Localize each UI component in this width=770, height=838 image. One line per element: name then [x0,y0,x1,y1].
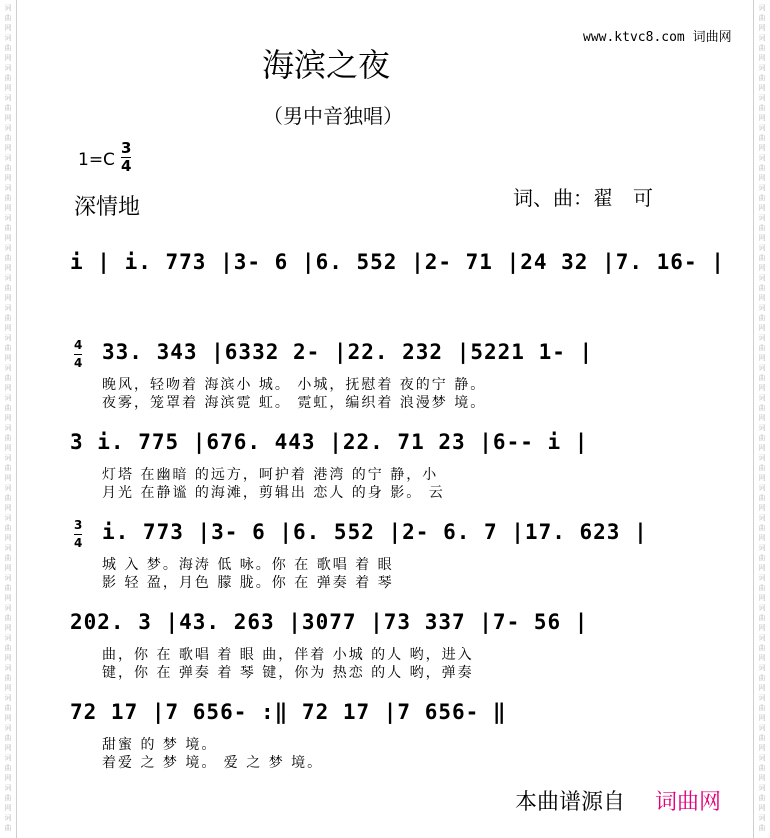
watermark-char: 网 [4,774,12,782]
watermark-char: 曲 [758,224,766,232]
watermark-char: 网 [4,84,12,92]
watermark-char: 网 [758,624,766,632]
watermark-char: 曲 [758,614,766,622]
watermark-char: 网 [4,174,12,182]
watermark-char: 词 [4,244,12,252]
watermark-char: 词 [758,484,766,492]
watermark-char: 网 [758,594,766,602]
watermark-char: 词 [758,64,766,72]
notation-line: 72 17 |7 656- :‖ 72 17 |7 656- ‖ [70,700,507,724]
watermark-char: 曲 [758,404,766,412]
watermark-char: 网 [4,294,12,302]
watermark-char: 曲 [758,494,766,502]
staff-5 [70,610,718,680]
watermark-char: 网 [758,504,766,512]
lyric-verse-2: 夜雾，笼罩着 海滨霓 虹。 霓虹，编织着 浪漫梦 境。 [102,395,487,411]
watermark-char: 曲 [4,164,12,172]
watermark-char: 词 [4,154,12,162]
watermark-char: 词 [758,514,766,522]
watermark-char: 词 [4,814,12,822]
watermark-char: 词 [4,34,12,42]
time-sig-bottom: 4 [74,536,83,550]
watermark-char: 网 [758,744,766,752]
watermark-char: 词 [758,604,766,612]
watermark-char: 词 [758,274,766,282]
watermark-char: 曲 [4,284,12,292]
watermark-char: 网 [758,324,766,332]
watermark-char: 曲 [4,674,12,682]
watermark-char: 词 [758,124,766,132]
watermark-char: 曲 [4,464,12,472]
watermark-char: 网 [758,234,766,242]
watermark-char: 曲 [4,554,12,562]
watermark-char: 网 [4,324,12,332]
watermark-char: 曲 [758,164,766,172]
watermark-char: 词 [4,604,12,612]
lyric-verse-2: 着爱 之 梦 境。 爱 之 梦 境。 [102,755,324,771]
watermark-char: 词 [758,694,766,702]
watermark-char: 网 [758,174,766,182]
time-sig-bottom: 4 [74,356,83,370]
time-sig-top: 4 [74,338,83,352]
watermark-char: 网 [4,564,12,572]
watermark-char: 曲 [4,314,12,322]
watermark-char: 网 [4,204,12,212]
notation-line: 202. 3 |43. 263 |3077 |73 337 |7- 56 | [70,610,589,634]
watermark-char: 曲 [758,104,766,112]
time-sig-top: 3 [74,518,83,532]
watermark-char: 网 [758,774,766,782]
time-signature-change [74,518,82,551]
watermark-char: 词 [4,484,12,492]
watermark-char: 网 [4,594,12,602]
watermark-char: 网 [4,234,12,242]
watermark-char: 网 [4,54,12,62]
time-sig-bottom: 4 [121,157,132,175]
watermark-char: 词 [4,94,12,102]
watermark-char: 网 [4,654,12,662]
staff-4 [70,520,718,590]
watermark-char: 曲 [4,374,12,382]
watermark-char: 词 [758,454,766,462]
watermark-char: 词 [758,724,766,732]
watermark-char: 曲 [4,254,12,262]
watermark-char: 网 [758,24,766,32]
watermark-char: 曲 [758,44,766,52]
watermark-char: 网 [4,684,12,692]
watermark-char: 曲 [4,824,12,832]
watermark-char: 曲 [4,794,12,802]
watermark-char: 曲 [758,134,766,142]
watermark-char: 网 [4,354,12,362]
watermark-char: 曲 [4,404,12,412]
watermark-char: 曲 [4,734,12,742]
watermark-char: 曲 [758,254,766,262]
watermark-char: 网 [4,744,12,752]
watermark-char: 曲 [758,464,766,472]
watermark-char: 词 [4,754,12,762]
lyric-verse-2: 月光 在静谧 的海滩，剪辑出 恋人 的身 影。 云 [102,485,445,501]
song-title: 海滨之夜 [262,46,391,84]
watermark-char: 曲 [758,644,766,652]
watermark-char: 网 [758,354,766,362]
time-sig-line [74,534,82,535]
watermark-char: 词 [758,574,766,582]
watermark-char: 词 [4,184,12,192]
watermark-char: 词 [758,364,766,372]
brand-link[interactable]: 词曲网 [655,790,722,815]
watermark-char: 网 [4,264,12,272]
watermark-char: 曲 [758,734,766,742]
staff-1 [70,250,725,290]
watermark-char: 词 [4,124,12,132]
watermark-char: 词 [758,394,766,402]
watermark-char: 词 [758,184,766,192]
right-watermark-strip [753,0,770,838]
watermark-char: 网 [4,504,12,512]
watermark-char: 网 [4,804,12,812]
watermark-char: 曲 [4,434,12,442]
watermark-char: 曲 [4,134,12,142]
watermark-char: 词 [758,784,766,792]
watermark-char: 词 [4,274,12,282]
watermark-char: 词 [758,244,766,252]
site-url: www.ktvc8.com 词曲网 [583,30,732,45]
watermark-char: 曲 [758,554,766,562]
watermark-char: 曲 [4,644,12,652]
watermark-char: 网 [758,564,766,572]
watermark-char: 网 [4,624,12,632]
notation-line: 33. 343 |6332 2- |22. 232 |5221 1- | [102,340,594,364]
watermark-char: 词 [4,664,12,672]
watermark-char: 曲 [758,374,766,382]
watermark-char: 曲 [4,614,12,622]
watermark-char: 词 [4,334,12,342]
lyric-verse-1: 甜蜜 的 梦 境。 [102,737,218,753]
watermark-char: 网 [758,204,766,212]
watermark-char: 曲 [758,824,766,832]
watermark-char: 曲 [4,764,12,772]
watermark-char: 曲 [758,314,766,322]
watermark-char: 网 [758,414,766,422]
watermark-char: 曲 [4,44,12,52]
watermark-char: 网 [4,474,12,482]
credits: 词、曲：翟 可 [513,186,653,210]
watermark-char: 词 [4,4,12,12]
left-watermark-strip [0,0,17,838]
watermark-char: 曲 [758,284,766,292]
key-signature: 1=C [78,150,115,170]
notation-line: i | i. 773 |3- 6 |6. 552 |2- 71 |24 32 |7. 16- | [70,250,725,274]
watermark-char: 曲 [758,794,766,802]
watermark-char: 网 [758,294,766,302]
watermark-char: 曲 [4,524,12,532]
watermark-char: 曲 [758,704,766,712]
watermark-char: 曲 [758,14,766,22]
lyric-verse-2: 键，你 在 弹奏 着 琴 键，你为 热恋 的人 哟，弹奏 [102,665,474,681]
watermark-char: 曲 [4,494,12,502]
watermark-char: 曲 [4,224,12,232]
notation-line: 3 i. 775 |676. 443 |22. 71 23 |6-- i | [70,430,589,454]
watermark-char: 词 [758,4,766,12]
watermark-char: 词 [4,544,12,552]
watermark-char: 词 [4,364,12,372]
watermark-char: 曲 [758,74,766,82]
watermark-char: 网 [4,414,12,422]
watermark-char: 曲 [4,74,12,82]
watermark-char: 词 [758,544,766,552]
watermark-char: 词 [4,214,12,222]
watermark-char: 词 [4,424,12,432]
watermark-char: 曲 [758,434,766,442]
lyric-verse-1: 灯塔 在幽暗 的远方，呵护着 港湾 的宁 静，小 [102,467,439,483]
watermark-char: 网 [758,264,766,272]
watermark-char: 词 [758,94,766,102]
watermark-char: 曲 [758,764,766,772]
watermark-char: 词 [4,514,12,522]
watermark-char: 网 [4,384,12,392]
watermark-char: 曲 [758,674,766,682]
watermark-char: 网 [4,444,12,452]
watermark-char: 网 [758,84,766,92]
watermark-char: 网 [4,534,12,542]
watermark-char: 网 [758,144,766,152]
watermark-char: 词 [758,34,766,42]
watermark-char: 曲 [758,194,766,202]
watermark-char: 词 [758,424,766,432]
watermark-char: 网 [758,114,766,122]
watermark-char: 词 [758,634,766,642]
lyric-verse-1: 晚风，轻吻着 海滨小 城。 小城，抚慰着 夜的宁 静。 [102,377,487,393]
watermark-char: 网 [758,654,766,662]
watermark-char: 网 [758,444,766,452]
staff-3 [70,430,718,500]
watermark-char: 词 [4,784,12,792]
staff-6 [70,700,718,770]
watermark-char: 网 [758,384,766,392]
lyric-verse-2: 影 轻 盈，月色 朦 胧。你 在 弹奏 着 琴 [102,575,394,591]
notation-line: i. 773 |3- 6 |6. 552 |2- 6. 7 |17. 623 | [102,520,648,544]
time-signature-change [74,338,82,371]
watermark-char: 曲 [4,344,12,352]
time-signature [121,141,131,174]
watermark-char: 曲 [758,344,766,352]
watermark-char: 词 [4,694,12,702]
watermark-char: 曲 [4,14,12,22]
lyric-verse-1: 城 入 梦。海涛 低 咏。你 在 歌唱 着 眼 [102,557,394,573]
watermark-char: 网 [758,534,766,542]
lyric-verse-1: 曲，你 在 歌唱 着 眼 曲，伴着 小城 的人 哟，进入 [102,647,474,663]
watermark-char: 网 [4,114,12,122]
source-label: 本曲谱源自 [515,790,626,815]
watermark-char: 网 [4,24,12,32]
watermark-char: 网 [758,684,766,692]
watermark-char: 曲 [4,104,12,112]
watermark-char: 网 [758,474,766,482]
watermark-char: 网 [758,804,766,812]
watermark-char: 曲 [758,584,766,592]
watermark-char: 网 [758,714,766,722]
watermark-char: 词 [4,304,12,312]
watermark-char: 词 [758,304,766,312]
watermark-char: 网 [4,144,12,152]
watermark-char: 网 [758,54,766,62]
watermark-char: 词 [4,454,12,462]
watermark-char: 词 [758,754,766,762]
tempo-marking: 深情地 [74,195,141,220]
staff-2 [70,340,718,410]
time-sig-line [74,354,82,355]
watermark-char: 曲 [758,524,766,532]
watermark-char: 词 [758,154,766,162]
watermark-char: 词 [4,64,12,72]
watermark-char: 曲 [4,194,12,202]
song-subtitle: （男中音独唱） [263,104,403,128]
watermark-char: 词 [4,634,12,642]
watermark-char: 词 [4,724,12,732]
watermark-char: 词 [758,334,766,342]
watermark-char: 词 [758,664,766,672]
watermark-char: 曲 [4,584,12,592]
time-sig-top: 3 [121,139,132,157]
watermark-char: 词 [4,394,12,402]
watermark-char: 网 [4,714,12,722]
watermark-char: 词 [758,814,766,822]
watermark-char: 词 [4,574,12,582]
watermark-char: 曲 [4,704,12,712]
watermark-char: 词 [758,214,766,222]
